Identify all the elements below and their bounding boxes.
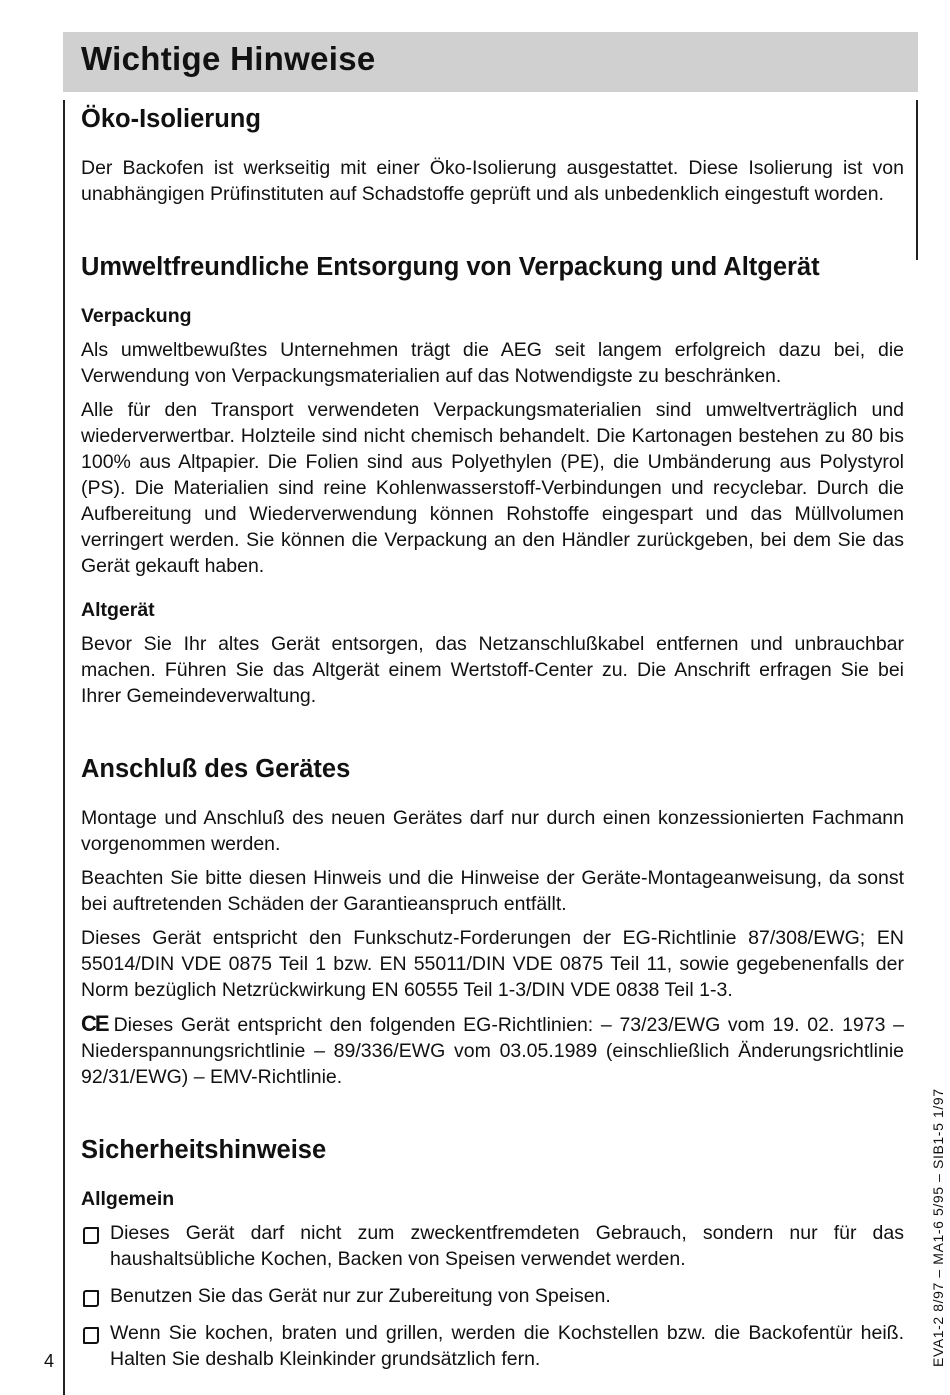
checkbox-bullet-icon <box>83 1327 99 1344</box>
paragraph: Dieses Gerät entspricht den Funkschutz-Forderungen der EG-Richtlinie 87/308/EWG; EN 55014/DIN VDE 0875 Teil 1 bzw. EN 55011/DIN VDE 0875 Teil 11, sowie gegebenenfalls der Norm bezüglich Netzrückwirkung EN 60555 Teil 1-3/DIN VDE 0838 Teil 1-3. <box>81 927 904 1001</box>
paragraph: Montage und Anschluß des neuen Gerätes darf nur durch einen konzessionierten Fachmann vorgenommen werden. <box>81 807 904 855</box>
header-band <box>63 32 918 92</box>
section-sicherheitshinweise <box>81 1134 904 1372</box>
list-item-text: Benutzen Sie das Gerät nur zur Zubereitung von Speisen. <box>110 1285 611 1307</box>
checkbox-bullet-icon <box>83 1290 99 1307</box>
right-margin-rule <box>916 100 918 260</box>
checkbox-bullet-icon <box>83 1227 99 1244</box>
paragraph: Beachten Sie bitte diesen Hinweis und die Hinweise der Geräte-Montageanweisung, da sonst bei auftretenden Schäden der Garantieanspruch entfällt. <box>81 867 904 915</box>
paragraph: Bevor Sie Ihr altes Gerät entsorgen, das Netzanschlußkabel entfernen und unbrauchbar machen. Führen Sie das Altgerät einem Wertstoff-Center zu. Die Anschrift erfragen Sie bei Ihrer Gemeindeverwaltung. <box>81 633 904 707</box>
section-heading: Umweltfreundliche Entsorgung von Verpackung und Altgerät <box>81 253 820 281</box>
document-code: EVA1-2 8/97 – MA1-6 5/95 – SIB1-5 1/97 <box>930 1088 946 1367</box>
section-oeko-isolierung <box>81 103 904 207</box>
ce-text: Dieses Gerät entspricht den folgenden EG-Richtlinien: – 73/23/EWG vom 19. 02. 1973 – Niederspannungsrichtlinie – 89/336/EWG vom 03.05.1989 (einschließlich Änderungsrichtlinie 92/31/EWG) – EMV-Richtlinie. <box>81 1014 904 1088</box>
list-item <box>81 1283 904 1309</box>
section-heading: Anschluß des Gerätes <box>81 755 351 783</box>
paragraph: Alle für den Transport verwendeten Verpackungsmaterialien sind umweltverträglich und wiederverwertbar. Holzteile sind nicht chemisch behandelt. Die Kartonagen bestehen zu 80 bis 100% aus Altpapier. Die Folien sind aus Polyethylen (PE), die Umbänderung aus Polystyrol (PS). Die Materialien sind reine Kohlenwasserstoff-Verbindungen und recyclebar. Durch die Aufbereitung und Wiederverwendung können Rohstoffe eingespart und das Müllvolumen verringert werden. Sie können die Verpackung an den Händler zurückgeben, bei dem Sie das Gerät gekauft haben. <box>81 399 904 577</box>
page-number: 4 <box>44 1351 55 1371</box>
subsection-heading: Allgemein <box>81 1188 175 1210</box>
list-item <box>81 1320 904 1372</box>
subsection-heading: Altgerät <box>81 599 155 621</box>
subsection-heading: Verpackung <box>81 305 192 327</box>
section-anschluss <box>81 753 904 1090</box>
paragraph-ce <box>81 1011 904 1090</box>
document-body <box>81 103 904 1383</box>
paragraph: Als umweltbewußtes Unternehmen trägt die AEG seit langem erfolgreich dazu bei, die Verwendung von Verpackungsmaterialien auf das Notwendigste zu beschränken. <box>81 339 904 387</box>
paragraph: Der Backofen ist werkseitig mit einer Öko-Isolierung ausgestattet. Diese Isolierung ist von unabhängigen Prüfinstituten auf Schadstoffe geprüft und als unbedenklich eingestuft worden. <box>81 157 904 205</box>
page-title: Wichtige Hinweise <box>81 40 376 77</box>
list-item-text: Wenn Sie kochen, braten und grillen, werden die Kochstellen bzw. die Backofentür heiß. Halten Sie deshalb Kleinkinder grundsätzlich fern. <box>110 1322 904 1370</box>
section-heading: Öko-Isolierung <box>81 105 261 133</box>
ce-mark-icon: CE <box>81 1011 108 1036</box>
list-item-text: Dieses Gerät darf nicht zum zweckentfremdeten Gebrauch, sondern nur für das haushaltsübliche Kochen, Backen von Speisen verwendet werden. <box>110 1222 904 1270</box>
safety-list <box>81 1220 904 1372</box>
left-margin-rule <box>63 100 65 1395</box>
section-heading: Sicherheitshinweise <box>81 1136 327 1164</box>
list-item <box>81 1220 904 1272</box>
section-entsorgung <box>81 251 904 709</box>
